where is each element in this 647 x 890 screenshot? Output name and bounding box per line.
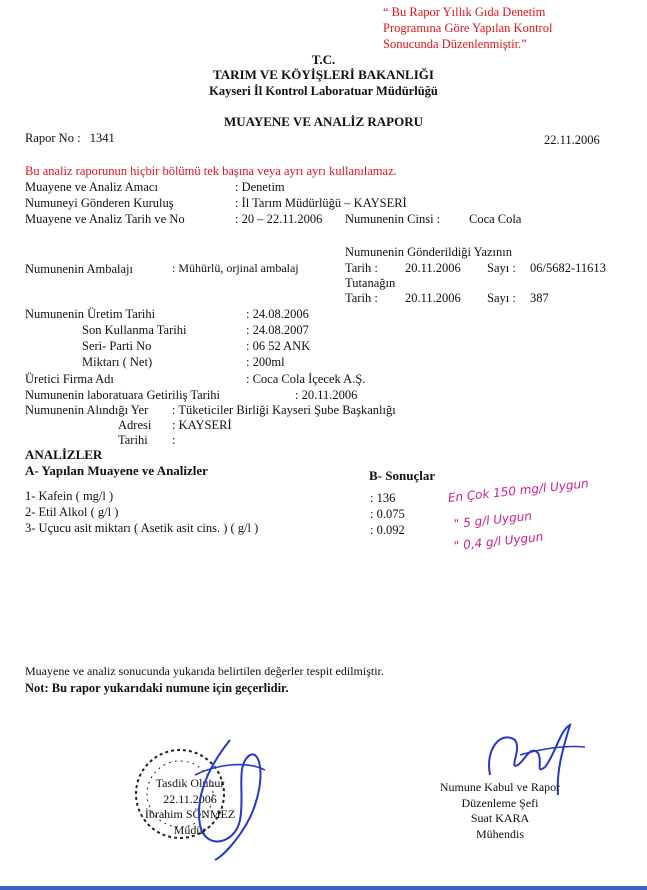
analyses-a-heading: A- Yapılan Muayene ve Analizler	[25, 463, 208, 478]
left-sign-line: İbrahim SÖNMEZ	[144, 807, 236, 822]
gonderildigi-label: Numunenin Gönderildiği Yazının	[345, 245, 513, 259]
miktar-label: Miktarı ( Net)	[82, 355, 153, 369]
g-tarih-value: 20.11.2006	[405, 261, 461, 275]
cins-value: Coca Cola	[469, 212, 522, 226]
rapor-no	[25, 131, 115, 145]
left-sign-line: Müdür	[173, 822, 207, 837]
skt-value: : 24.08.2007	[246, 323, 309, 337]
adres-value: : KAYSERİ	[172, 418, 232, 432]
top-note-line: “ Bu Rapor Yıllık Gıda Denetim	[383, 5, 546, 19]
t-tarih-label: Tarih :	[345, 291, 378, 305]
rapor-no-value: 1341	[89, 131, 115, 145]
right-sign-line: Numune Kabul ve Rapor	[439, 780, 561, 794]
page-title: MUAYENE VE ANALİZ RAPORU	[224, 114, 423, 129]
top-note-line: Programına Göre Yapılan Kontrol	[383, 21, 553, 35]
header-ministry: TARIM VE KÖYİŞLERİ BAKANLIĞI	[213, 67, 434, 82]
analysis-result: : 0.092	[370, 523, 405, 537]
right-signature-block	[430, 780, 570, 842]
amac-value: : Denetim	[235, 180, 285, 194]
top-note	[383, 4, 552, 52]
alindigi-label: Numunenin Alındığı Yer	[25, 403, 149, 417]
a-tarih-label: Tarihi	[118, 433, 148, 447]
signature-icon	[175, 735, 275, 865]
kurulus-value: : İl Tarım Müdürlüğü – KAYSERİ	[235, 196, 407, 210]
right-sign-line: Düzenleme Şefi	[461, 795, 539, 810]
warning-text: Bu analiz raporunun hiçbir bölümü tek başına veya ayrı ayrı kullanılamaz.	[25, 164, 397, 178]
analysis-result: : 136	[370, 491, 396, 505]
header-tc: T.C.	[311, 52, 336, 67]
cins-label: Numunenin Cinsi :	[345, 212, 441, 226]
analysis-result: : 0.075	[370, 507, 405, 521]
alindigi-value: : Tüketiciler Birliği Kayseri Şube Başkanlığı	[172, 403, 396, 417]
analysis-name: 1- Kafein ( mg/l )	[25, 489, 114, 503]
uretim-label: Numunenin Üretim Tarihi	[25, 307, 156, 321]
a-tarih-value: :	[172, 433, 176, 447]
g-sayi-label: Sayı :	[487, 261, 516, 275]
handwritten-note: En Çok 150 mg/l Uygun	[447, 476, 590, 505]
getiris-label: Numunenin laboratuara Getiriliş Tarihi	[25, 388, 221, 402]
analysis-name: 2- Etil Alkol ( g/l )	[25, 505, 119, 519]
seri-value: : 06 52 ANK	[246, 339, 311, 353]
tutanak-label: Tutanağın	[345, 276, 396, 290]
handwritten-note: " 5 g/l Uygun	[453, 508, 533, 531]
footer-sentence: Muayene ve analiz sonucunda yukarıda belirtilen değerler tespit edilmiştir.	[25, 664, 384, 678]
g-tarih-label: Tarih :	[345, 261, 378, 275]
kurulus-label: Numuneyi Gönderen Kuruluş	[25, 196, 174, 210]
t-tarih-value: 20.11.2006	[405, 291, 461, 305]
getiris-value: : 20.11.2006	[295, 388, 358, 402]
uretim-value: : 24.08.2006	[246, 307, 309, 321]
left-sign-line: 22.11.2006	[163, 791, 217, 806]
tarih-value: : 20 – 22.11.2006	[235, 212, 323, 226]
tarih-label: Muayene ve Analiz Tarih ve No	[25, 212, 185, 226]
right-sign-line: Suat KARA	[470, 811, 530, 826]
ambalaj-label: Numunenin Ambalajı	[25, 262, 133, 276]
adres-label: Adresi	[118, 418, 152, 432]
rapor-no-label: Rapor No :	[25, 131, 81, 145]
footer-not: Not: Bu rapor yukarıdaki numune için geçerlidir.	[25, 681, 289, 695]
right-sign-line: Mühendis	[476, 826, 524, 841]
left-sign-line: Tasdik Olunur	[155, 776, 225, 790]
firma-label: Üretici Firma Adı	[25, 372, 114, 386]
analyses-heading: ANALİZLER	[25, 447, 103, 462]
bottom-border	[0, 886, 647, 890]
handwritten-note: " 0,4 g/l Uygun	[453, 529, 544, 553]
ambalaj-value: : Mühürlü, orjinal ambalaj	[172, 261, 299, 275]
rapor-date: 22.11.2006	[544, 133, 600, 147]
amac-label: Muayene ve Analiz Amacı	[25, 180, 158, 194]
g-sayi-value: 06/5682-11613	[530, 261, 606, 275]
t-sayi-label: Sayı :	[487, 291, 516, 305]
firma-value: : Coca Cola İçecek A.Ş.	[246, 372, 366, 386]
header-lab: Kayseri İl Kontrol Laboratuar Müdürlüğü	[209, 84, 438, 98]
seri-label: Seri- Parti No	[82, 339, 152, 353]
skt-label: Son Kullanma Tarihi	[82, 323, 187, 337]
top-note-line: Sonucunda Düzenlenmiştir.”	[383, 37, 527, 51]
analyses-b-heading: B- Sonuçlar	[369, 468, 436, 483]
t-sayi-value: 387	[530, 291, 549, 305]
analysis-name: 3- Uçucu asit miktarı ( Asetik asit cins. ) ( g/l )	[25, 521, 259, 535]
miktar-value: : 200ml	[246, 355, 285, 369]
